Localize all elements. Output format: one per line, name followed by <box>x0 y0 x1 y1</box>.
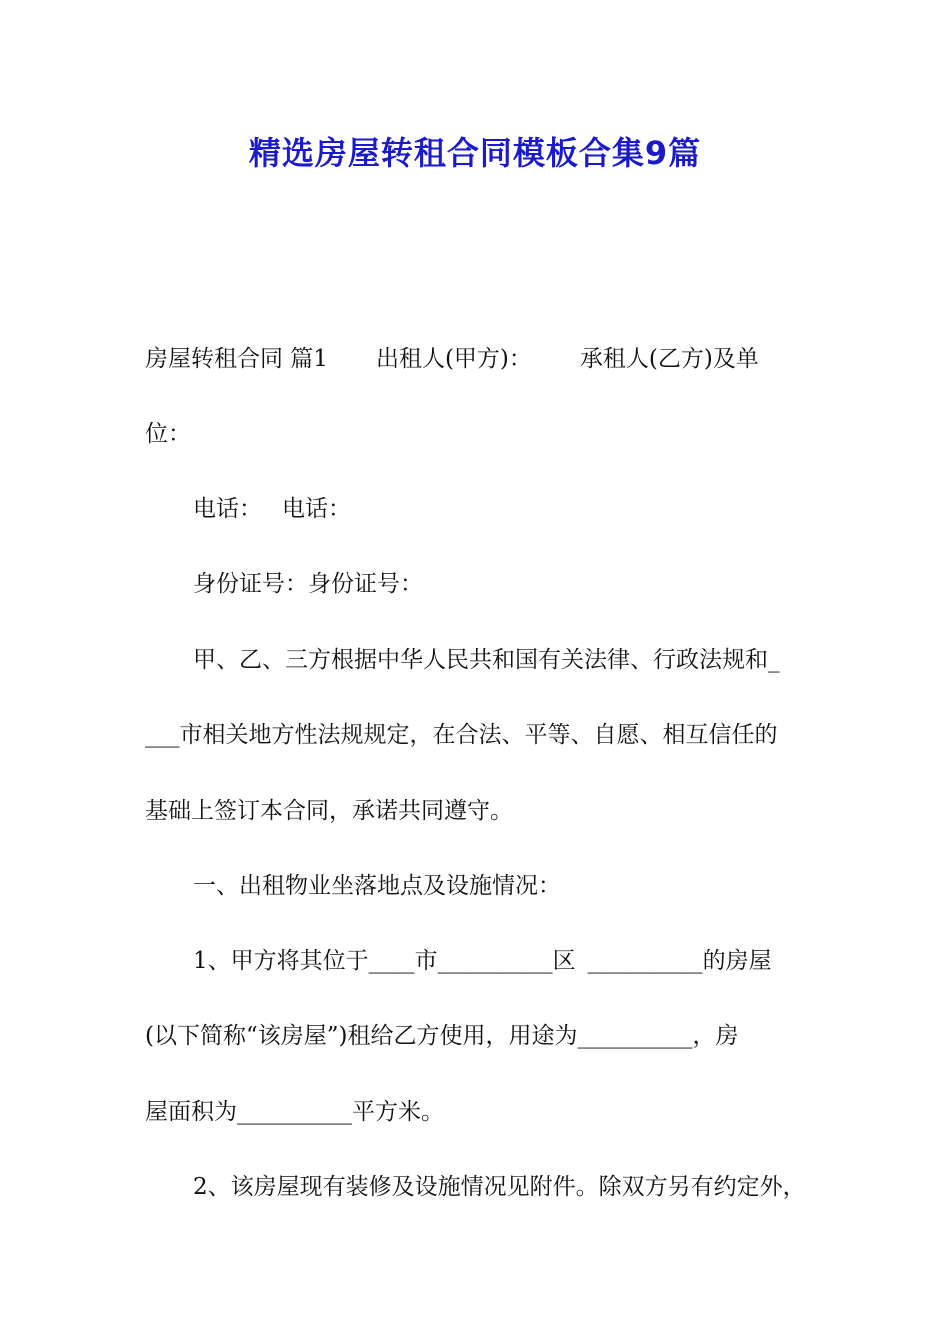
id-line <box>193 568 423 600</box>
intro-line-3: 基础上签订本合同，承诺共同遵守。 <box>145 798 513 824</box>
lessee-label: 承租人(乙方)及单 <box>579 346 759 372</box>
id-label-a: 身份证号： <box>193 571 308 597</box>
section-heading: 房屋转租合同 篇1 <box>145 346 328 372</box>
lessor-label: 出租人(甲方)： <box>375 346 532 372</box>
item-1-line-2: (以下简称“该房屋”)租给乙方使用，用途为__________，房 <box>145 1023 739 1049</box>
item-2-line-1: 2、该房屋现有装修及设施情况见附件。除双方另有约定外， <box>193 1174 806 1200</box>
contract-header-line <box>145 343 759 375</box>
id-label-b: 身份证号： <box>308 571 423 597</box>
intro-line-1: 甲、乙、三方根据中华人民共和国有关法律、行政法规和_ <box>193 647 780 673</box>
item-1-line-1 <box>193 945 772 977</box>
phone-line <box>193 493 351 525</box>
section-1-heading: 一、出租物业坐落地点及设施情况： <box>193 873 561 899</box>
item-1-line-3: 屋面积为__________平方米。 <box>145 1099 444 1125</box>
intro-line-2: ___市相关地方性法规规定，在合法、平等、自愿、相互信任的 <box>145 722 778 748</box>
phone-label-a: 电话： <box>193 496 262 522</box>
lessee-label-cont: 位： <box>145 421 191 447</box>
document-title: 精选房屋转租合同模板合集9篇 <box>248 134 702 172</box>
phone-label-b: 电话： <box>282 496 351 522</box>
item-1-house: __________的房屋 <box>587 948 772 974</box>
item-1-location: 1、甲方将其位于____市__________区 <box>193 948 576 974</box>
